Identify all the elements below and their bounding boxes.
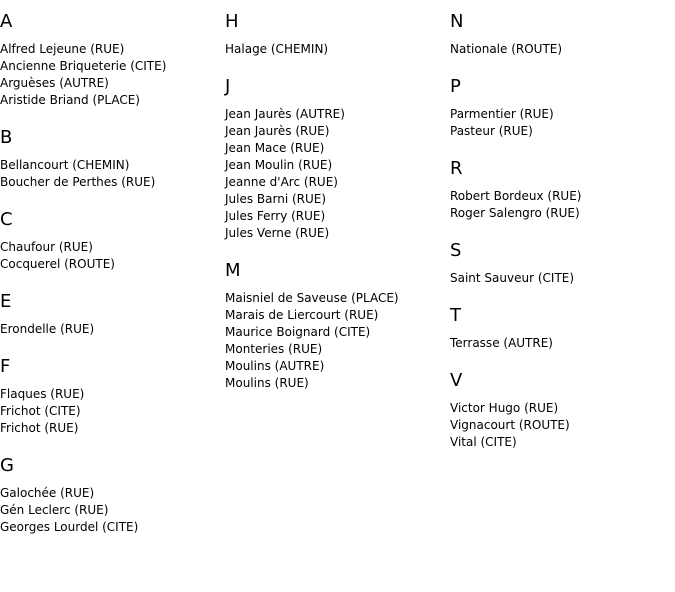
street-list	[450, 41, 675, 58]
letter-group-a	[0, 11, 225, 109]
street-link[interactable]: Maurice Boignard (CITE)	[225, 325, 371, 339]
letter-heading: H	[225, 11, 239, 32]
street-link[interactable]: Cocquerel (ROUTE)	[0, 257, 115, 271]
letter-heading: B	[0, 127, 13, 148]
street-link[interactable]: Boucher de Perthes (RUE)	[0, 175, 156, 189]
street-list	[450, 400, 675, 451]
street-link[interactable]: Jean Jaurès (RUE)	[225, 124, 330, 138]
street-link[interactable]: Maisniel de Saveuse (PLACE)	[225, 291, 399, 305]
street-link[interactable]: Aristide Briand (PLACE)	[0, 93, 140, 107]
street-link[interactable]: Bellancourt (CHEMIN)	[0, 158, 130, 172]
letter-heading: M	[225, 260, 241, 281]
street-link[interactable]: Jean Mace (RUE)	[225, 141, 325, 155]
letter-group-e	[0, 291, 225, 338]
letter-group-m	[225, 260, 450, 392]
letter-group-j	[225, 76, 450, 242]
street-link[interactable]: Jules Ferry (RUE)	[225, 209, 326, 223]
street-link[interactable]: Marais de Liercourt (RUE)	[225, 308, 379, 322]
street-link[interactable]: Frichot (CITE)	[0, 404, 81, 418]
letter-heading: F	[0, 356, 11, 377]
street-link[interactable]: Vital (CITE)	[450, 435, 517, 449]
letter-heading: V	[450, 370, 463, 391]
letter-group-p	[450, 76, 675, 140]
street-link[interactable]: Jean Moulin (RUE)	[225, 158, 333, 172]
street-list	[0, 41, 225, 109]
letter-group-v	[450, 370, 675, 451]
street-list	[225, 41, 450, 58]
street-link[interactable]: Jules Verne (RUE)	[225, 226, 330, 240]
letter-group-r	[450, 158, 675, 222]
street-link[interactable]: Nationale (ROUTE)	[450, 42, 563, 56]
street-link[interactable]: Roger Salengro (RUE)	[450, 206, 580, 220]
street-link[interactable]: Robert Bordeux (RUE)	[450, 189, 582, 203]
letter-heading: A	[0, 11, 13, 32]
letter-heading: P	[450, 76, 461, 97]
street-list	[0, 157, 225, 191]
street-link[interactable]: Georges Lourdel (CITE)	[0, 520, 139, 534]
street-list	[0, 386, 225, 437]
street-link[interactable]: Galochée (RUE)	[0, 486, 95, 500]
letter-group-f	[0, 356, 225, 437]
street-link[interactable]: Saint Sauveur (CITE)	[450, 271, 575, 285]
letter-heading: G	[0, 455, 14, 476]
letter-heading: N	[450, 11, 464, 32]
street-link[interactable]: Jean Jaurès (AUTRE)	[225, 107, 345, 121]
street-link[interactable]: Flaques (RUE)	[0, 387, 85, 401]
street-link[interactable]: Ancienne Briqueterie (CITE)	[0, 59, 167, 73]
letter-group-b	[0, 127, 225, 191]
street-link[interactable]: Alfred Lejeune (RUE)	[0, 42, 125, 56]
letter-group-s	[450, 240, 675, 287]
street-column	[225, 11, 450, 410]
letter-heading: T	[450, 305, 461, 326]
street-list	[225, 106, 450, 242]
street-link[interactable]: Monteries (RUE)	[225, 342, 323, 356]
letter-heading: E	[0, 291, 12, 312]
street-link[interactable]: Chaufour (RUE)	[0, 240, 93, 254]
street-link[interactable]: Erondelle (RUE)	[0, 322, 95, 336]
letter-heading: S	[450, 240, 462, 261]
letter-group-n	[450, 11, 675, 58]
street-link[interactable]: Jeanne d'Arc (RUE)	[225, 175, 338, 189]
street-list	[450, 106, 675, 140]
street-list	[450, 270, 675, 287]
street-link[interactable]: Arguèses (AUTRE)	[0, 76, 109, 90]
street-link[interactable]: Pasteur (RUE)	[450, 124, 533, 138]
street-link[interactable]: Terrasse (AUTRE)	[450, 336, 553, 350]
street-list	[450, 335, 675, 352]
street-list	[225, 290, 450, 392]
street-link[interactable]: Parmentier (RUE)	[450, 107, 554, 121]
street-list	[0, 485, 225, 536]
street-column	[450, 11, 675, 469]
letter-heading: J	[225, 76, 231, 97]
street-link[interactable]: Moulins (AUTRE)	[225, 359, 325, 373]
street-link[interactable]: Gén Leclerc (RUE)	[0, 503, 109, 517]
letter-group-c	[0, 209, 225, 273]
letter-group-h	[225, 11, 450, 58]
street-link[interactable]: Moulins (RUE)	[225, 376, 309, 390]
street-list	[450, 188, 675, 222]
street-list	[0, 239, 225, 273]
letter-group-t	[450, 305, 675, 352]
street-link[interactable]: Vignacourt (ROUTE)	[450, 418, 570, 432]
street-column	[0, 11, 225, 554]
street-list	[0, 321, 225, 338]
street-link[interactable]: Victor Hugo (RUE)	[450, 401, 559, 415]
street-link[interactable]: Jules Barni (RUE)	[225, 192, 327, 206]
letter-heading: R	[450, 158, 463, 179]
letter-heading: C	[0, 209, 13, 230]
street-link[interactable]: Halage (CHEMIN)	[225, 42, 329, 56]
street-link[interactable]: Frichot (RUE)	[0, 421, 79, 435]
letter-group-g	[0, 455, 225, 536]
